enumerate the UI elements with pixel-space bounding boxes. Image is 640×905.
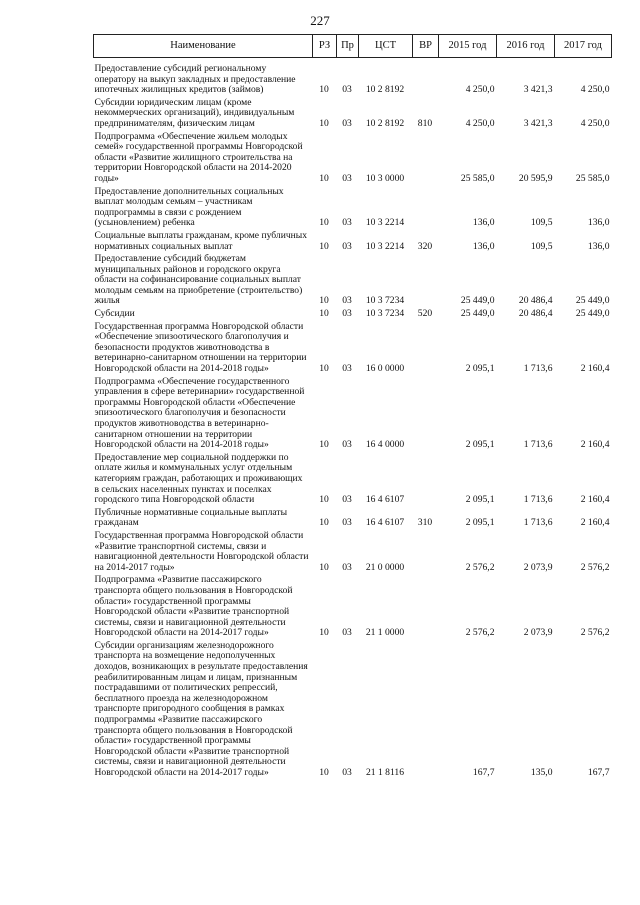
row-pr: 03 [342, 363, 352, 375]
row-2016: 2 073,9 [523, 561, 553, 573]
table-row [94, 452, 612, 507]
row-vr [413, 131, 439, 186]
row-rz: 10 [319, 117, 329, 129]
table-row [94, 308, 612, 321]
row-pr: 03 [342, 517, 352, 529]
row-name: Подпрограмма «Обеспечение жильем молодых семей» государственной программы Новгородской области «Развитие жилищного строительства на территории Новгородской области на 2014-2020 годы» [94, 130, 303, 184]
row-2016: 20 595,9 [518, 172, 553, 184]
row-2017: 25 449,0 [575, 295, 610, 307]
header-name: Наименование [94, 35, 313, 58]
row-2017: 2 576,2 [580, 561, 610, 573]
header-cst: ЦСТ [359, 35, 413, 58]
row-name: Предоставление дополнительных социальных выплат молодым семьям – участникам подпрограммы в связи с рождением (усыновлением) ребенка [94, 185, 284, 229]
row-2015: 2 095,1 [465, 439, 495, 451]
row-2016: 3 421,3 [523, 84, 553, 96]
row-rz: 10 [319, 767, 329, 778]
row-cst: 16 4 6107 [365, 494, 405, 506]
row-cst: 10 3 7234 [365, 295, 405, 307]
row-2016: 1 713,6 [523, 494, 553, 506]
row-2015: 25 585,0 [460, 172, 495, 184]
row-pr: 03 [342, 308, 352, 320]
row-name: Государственная программа Новгородской области «Развитие транспортной системы, связи и навигационной деятельности Новгородской области на 2014-2017 годы» [94, 529, 309, 573]
row-2016: 1 713,6 [523, 363, 553, 375]
row-rz: 10 [319, 517, 329, 529]
row-2017: 25 585,0 [575, 172, 610, 184]
row-vr [413, 530, 439, 574]
row-rz: 10 [319, 494, 329, 506]
table-row [94, 131, 612, 186]
row-2017: 136,0 [587, 240, 610, 252]
row-2015: 2 576,2 [465, 627, 495, 639]
row-vr [413, 640, 439, 780]
row-2017: 167,7 [587, 767, 610, 778]
table-row [94, 186, 612, 230]
row-vr [413, 574, 439, 640]
row-pr: 03 [342, 84, 352, 96]
row-name: Предоставление субсидий бюджетам муниципальных районов и городского округа области на софинансирование социальных выплат молодым семьям на приобретение (строительство) жилья [94, 253, 303, 307]
row-2016: 109,5 [530, 240, 553, 252]
table-row [94, 640, 612, 780]
row-rz: 10 [319, 240, 329, 252]
row-2017: 136,0 [587, 217, 610, 229]
table-row [94, 574, 612, 640]
row-pr: 03 [342, 295, 352, 307]
row-vr: 310 [417, 517, 433, 529]
row-pr: 03 [342, 767, 352, 778]
row-2017: 4 250,0 [580, 117, 610, 129]
row-vr: 520 [417, 308, 433, 320]
row-cst: 16 4 6107 [365, 517, 405, 529]
row-2016: 109,5 [530, 217, 553, 229]
row-2016: 1 713,6 [523, 517, 553, 529]
row-2016: 1 713,6 [523, 439, 553, 451]
row-cst: 10 3 0000 [365, 172, 405, 184]
row-cst: 10 3 2214 [365, 240, 405, 252]
row-cst: 21 1 8116 [365, 767, 405, 778]
row-cst: 10 2 8192 [365, 84, 405, 96]
row-pr: 03 [342, 494, 352, 506]
row-2015: 136,0 [472, 217, 495, 229]
row-2017: 25 449,0 [575, 308, 610, 320]
row-name: Предоставление мер социальной поддержки по оплате жилья и коммунальных услуг отдельным категориям граждан, работающих и проживающих в сельских населенных пунктах и поселках городского типа Новгородской области [94, 451, 303, 506]
table-header-row [94, 35, 612, 58]
row-vr: 320 [417, 240, 433, 252]
table-row [94, 530, 612, 574]
table-row [94, 321, 612, 376]
row-2016: 20 486,4 [518, 295, 553, 307]
row-vr: 810 [417, 117, 433, 129]
row-name: Публичные нормативные социальные выплаты гражданам [94, 506, 288, 529]
row-name: Социальные выплаты гражданам, кроме публичных нормативных социальных выплат [94, 229, 308, 252]
row-rz: 10 [319, 172, 329, 184]
table-row [94, 507, 612, 530]
row-cst: 21 1 0000 [365, 627, 405, 639]
row-name: Субсидии [94, 308, 135, 320]
row-name: Субсидии организациям железнодорожного транспорта на возмещение недополученных доходов, возникающих в результате предоставления реабилитированным лицам и лицам, признанным пострадавшими от политических репрессий, бесплатного проезда на железнодорожном транспорте пригородного сообщения в рамках подпрограммы «Развитие пассажирского транспорта общего пользования в Новгородской области» государственной программы Новгородской области «Развитие транспортной системы, связи и навигационной деятельности Новгородской области на 2014-2017 годы» [94, 639, 308, 778]
row-pr: 03 [342, 217, 352, 229]
row-pr: 03 [342, 627, 352, 639]
row-cst: 16 0 0000 [365, 363, 405, 375]
row-vr [413, 376, 439, 452]
row-rz: 10 [319, 363, 329, 375]
row-rz: 10 [319, 217, 329, 229]
row-2015: 2 095,1 [465, 494, 495, 506]
header-rz: РЗ [313, 35, 337, 58]
row-name: Предоставление субсидий региональному оператору на выкуп закладных и предоставление ипотечных жилищных кредитов (займов) [94, 63, 296, 96]
row-pr: 03 [342, 172, 352, 184]
row-pr: 03 [342, 561, 352, 573]
row-name: Подпрограмма «Обеспечение государственного управления в сфере ветеринарии» государственной программы Новгородской области «Обеспечение эпизоотического благополучия и безопасности продуктов животноводства в ветеринарно-санитарном отношении на территории Новгородской области на 2014-2018 годы» [94, 375, 305, 451]
row-2015: 4 250,0 [465, 117, 495, 129]
row-pr: 03 [342, 117, 352, 129]
table-row [94, 253, 612, 308]
row-2015: 136,0 [472, 240, 495, 252]
row-2016: 135,0 [530, 767, 553, 778]
row-2017: 2 160,4 [580, 439, 610, 451]
header-pr: Пр [337, 35, 359, 58]
row-rz: 10 [319, 439, 329, 451]
row-name: Подпрограмма «Развитие пассажирского транспорта общего пользования в Новгородской области» государственной программы Новгородской области «Развитие транспортной системы, связи и навигационной деятельности Новгородской области на 2014-2017 годы» [94, 574, 293, 639]
row-2016: 20 486,4 [518, 308, 553, 320]
row-2015: 25 449,0 [460, 295, 495, 307]
row-cst: 10 3 7234 [365, 308, 405, 320]
row-rz: 10 [319, 295, 329, 307]
row-vr [413, 253, 439, 308]
row-name: Государственная программа Новгородской области «Обеспечение эпизоотического благополучия и безопасности продуктов животноводства в ветеринарно-санитарном отношении на территории Новгородской области на 2014-2018 годы» [94, 320, 307, 375]
row-rz: 10 [319, 308, 329, 320]
row-cst: 10 2 8192 [365, 117, 405, 129]
page-number: 227 [310, 13, 330, 28]
row-2015: 2 576,2 [465, 561, 495, 573]
row-name: Субсидии юридическим лицам (кроме некоммерческих организаций), индивидуальным предпринимателям, физическим лицам [94, 96, 295, 129]
row-2016: 3 421,3 [523, 117, 553, 129]
row-2017: 2 160,4 [580, 494, 610, 506]
row-vr [413, 452, 439, 507]
row-rz: 10 [319, 84, 329, 96]
header-vr: ВР [413, 35, 439, 58]
row-2016: 2 073,9 [523, 627, 553, 639]
row-2015: 167,7 [472, 767, 495, 778]
row-2017: 2 576,2 [580, 627, 610, 639]
row-rz: 10 [319, 561, 329, 573]
row-vr [413, 186, 439, 230]
row-2017: 2 160,4 [580, 363, 610, 375]
row-2015: 4 250,0 [465, 84, 495, 96]
row-cst: 21 0 0000 [365, 561, 405, 573]
row-2017: 4 250,0 [580, 84, 610, 96]
table-row [94, 97, 612, 131]
row-cst: 16 4 0000 [365, 439, 405, 451]
header-2015: 2015 год [439, 35, 497, 58]
row-2017: 2 160,4 [580, 517, 610, 529]
row-2015: 2 095,1 [465, 363, 495, 375]
table-row [94, 376, 612, 452]
budget-table [93, 34, 612, 780]
header-2017: 2017 год [555, 35, 612, 58]
header-2016: 2016 год [497, 35, 555, 58]
row-2015: 25 449,0 [460, 308, 495, 320]
row-vr [413, 58, 439, 97]
row-cst: 10 3 2214 [365, 217, 405, 229]
row-pr: 03 [342, 439, 352, 451]
row-pr: 03 [342, 240, 352, 252]
table-row [94, 230, 612, 253]
row-rz: 10 [319, 627, 329, 639]
row-vr [413, 321, 439, 376]
table-row [94, 58, 612, 97]
row-2015: 2 095,1 [465, 517, 495, 529]
